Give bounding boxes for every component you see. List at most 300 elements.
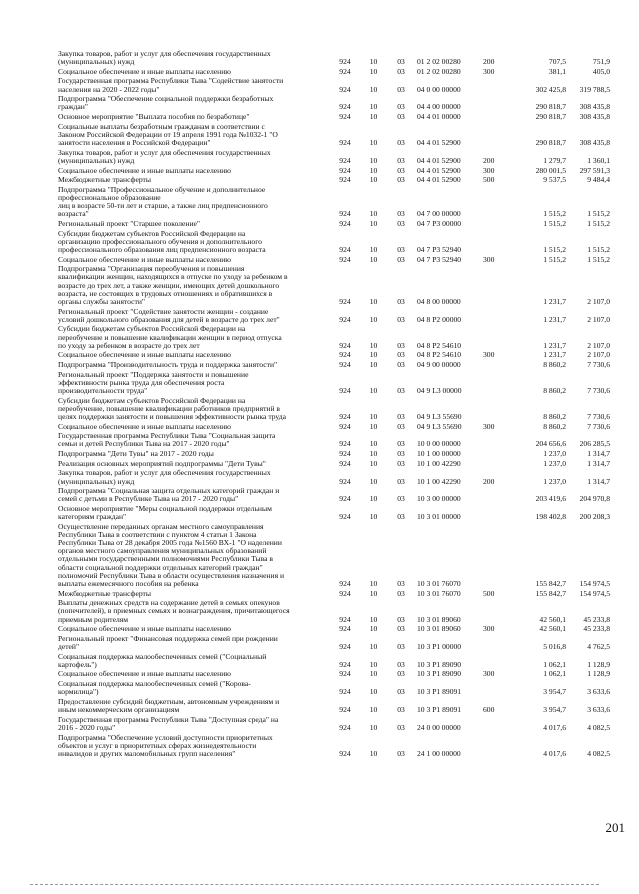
amount-year-1: 280 001,5 bbox=[535, 165, 566, 175]
amount-year-2: 204 970,8 bbox=[579, 494, 610, 504]
amount-year-1: 1 279,7 bbox=[543, 155, 566, 165]
row-name: Региональный проект "Поддержка занятости и повышение эффективности рынка труда для обеспечения роста производительности труда" bbox=[58, 369, 249, 395]
target-article-code: 10 3 P1 89090 bbox=[417, 659, 462, 669]
amount-year-1: 290 818,7 bbox=[535, 112, 566, 122]
ved-code: 924 bbox=[339, 57, 351, 67]
section-code: 10 bbox=[369, 458, 378, 468]
section-code: 10 bbox=[369, 57, 378, 67]
row-name: Социальное обеспечение и иные выплаты населению bbox=[58, 624, 231, 634]
row-name: Социальное обеспечение и иные выплаты населению bbox=[58, 421, 231, 431]
expense-type-code: 300 bbox=[483, 624, 495, 634]
row-name: Подпрограмма "Организация переобучения и повышения квалификации женщин, находящихся в отпуске по уходу за ребенком в возрасте до трех лет, а также женщин, имеющих детей дошкольного возраста, не состоящих в трудовых отношениях и обратившихся в органы службы занятости" bbox=[58, 264, 288, 306]
table-row bbox=[58, 397, 610, 421]
table-row bbox=[58, 698, 610, 714]
table-row bbox=[58, 325, 610, 349]
subsection-code: 03 bbox=[397, 748, 405, 758]
table-row bbox=[58, 432, 610, 448]
table-row bbox=[58, 186, 610, 219]
target-article-code: 04 7 P3 52940 bbox=[417, 244, 462, 254]
amount-year-1: 8 860,2 bbox=[543, 421, 566, 431]
row-name: Социальные выплаты безработным гражданам в соответствии с Законом Российской Федерации от 19 апреля 1991 года №1032-1 "О занятости населения в Российской Федерации" bbox=[58, 121, 278, 148]
row-name: Подпрограмма "Дети Тувы" на 2017 - 2020 годы bbox=[58, 449, 214, 459]
ved-code: 924 bbox=[339, 175, 351, 185]
ved-code: 924 bbox=[339, 641, 351, 651]
ved-code: 924 bbox=[339, 350, 351, 360]
section-code: 10 bbox=[369, 669, 378, 679]
ved-code: 924 bbox=[339, 439, 351, 449]
subsection-code: 03 bbox=[397, 722, 405, 732]
row-name: Региональный проект "Финансовая поддержка семей при рождении детей" bbox=[58, 633, 278, 651]
expense-type-code: 200 bbox=[483, 57, 495, 67]
amount-year-2: 1 515,2 bbox=[587, 218, 610, 228]
amount-year-2: 7 730,6 bbox=[587, 359, 610, 369]
row-name: Межбюджетные трансферты bbox=[58, 588, 151, 598]
subsection-code: 03 bbox=[397, 385, 405, 395]
table-row bbox=[58, 599, 610, 623]
table-row bbox=[58, 625, 610, 633]
amount-year-2: 7 730,6 bbox=[587, 385, 610, 395]
section-code: 10 bbox=[369, 614, 378, 624]
section-code: 10 bbox=[369, 254, 378, 264]
section-code: 10 bbox=[369, 439, 378, 449]
table-row bbox=[58, 95, 610, 111]
section-code: 10 bbox=[369, 112, 378, 122]
target-article-code: 10 3 01 76070 bbox=[417, 578, 461, 588]
amount-year-1: 1 237,0 bbox=[543, 476, 566, 486]
subsection-code: 03 bbox=[397, 578, 405, 588]
ved-code: 924 bbox=[339, 449, 351, 459]
expense-type-code: 200 bbox=[483, 155, 495, 165]
subsection-code: 03 bbox=[397, 209, 405, 219]
target-article-code: 10 3 P1 00000 bbox=[417, 641, 462, 651]
section-code: 10 bbox=[369, 340, 378, 350]
table-row bbox=[58, 77, 610, 93]
section-code: 10 bbox=[369, 624, 378, 634]
section-code: 10 bbox=[369, 705, 378, 715]
amount-year-1: 3 954,7 bbox=[543, 705, 566, 715]
ved-code: 924 bbox=[339, 340, 351, 350]
table-row bbox=[58, 590, 610, 598]
amount-year-1: 1 062,1 bbox=[543, 669, 566, 679]
ved-code: 924 bbox=[339, 494, 351, 504]
subsection-code: 03 bbox=[397, 350, 405, 360]
amount-year-2: 200 208,3 bbox=[579, 512, 610, 522]
amount-year-2: 1 515,2 bbox=[587, 209, 610, 219]
section-code: 10 bbox=[369, 748, 378, 758]
amount-year-1: 203 419,6 bbox=[535, 494, 566, 504]
section-code: 10 bbox=[369, 578, 378, 588]
amount-year-2: 9 484,4 bbox=[587, 175, 610, 185]
row-name: Социальная поддержка малообеспеченных семей ("Корова- кормилица") bbox=[58, 679, 251, 697]
target-article-code: 24 1 00 00000 bbox=[417, 748, 461, 758]
row-name: Социальное обеспечение и иные выплаты населению bbox=[58, 350, 231, 360]
section-code: 10 bbox=[369, 659, 378, 669]
target-article-code: 04 8 P2 00000 bbox=[417, 314, 462, 324]
table-row bbox=[58, 670, 610, 678]
section-code: 10 bbox=[369, 494, 378, 504]
subsection-code: 03 bbox=[397, 458, 405, 468]
table-row bbox=[58, 734, 610, 758]
row-name: Социальное обеспечение и иные выплаты населению bbox=[58, 165, 231, 175]
target-article-code: 04 8 P2 54610 bbox=[417, 340, 462, 350]
subsection-code: 03 bbox=[397, 614, 405, 624]
expense-type-code: 600 bbox=[483, 705, 495, 715]
section-code: 10 bbox=[369, 244, 378, 254]
subsection-code: 03 bbox=[397, 138, 405, 148]
ved-code: 924 bbox=[339, 165, 351, 175]
section-code: 10 bbox=[369, 314, 378, 324]
subsection-code: 03 bbox=[397, 588, 405, 598]
amount-year-2: 2 107,0 bbox=[587, 314, 610, 324]
table-row bbox=[58, 487, 610, 503]
expense-type-code: 500 bbox=[483, 175, 495, 185]
table-row bbox=[58, 167, 610, 175]
table-row bbox=[58, 265, 610, 306]
row-name: Социальное обеспечение и иные выплаты населению bbox=[58, 669, 231, 679]
section-code: 10 bbox=[369, 138, 378, 148]
amount-year-1: 9 537,5 bbox=[543, 175, 566, 185]
amount-year-2: 1 128,9 bbox=[587, 669, 610, 679]
table-row bbox=[58, 113, 610, 121]
target-article-code: 04 4 01 52900 bbox=[417, 165, 461, 175]
row-name: Подпрограмма "Производительность труда и поддержка занятости" bbox=[58, 359, 278, 369]
ved-code: 924 bbox=[339, 614, 351, 624]
amount-year-1: 290 818,7 bbox=[535, 138, 566, 148]
target-article-code: 10 0 00 00000 bbox=[417, 439, 461, 449]
section-code: 10 bbox=[369, 66, 378, 76]
amount-year-1: 3 954,7 bbox=[543, 687, 566, 697]
amount-year-2: 7 730,6 bbox=[587, 421, 610, 431]
ved-code: 924 bbox=[339, 209, 351, 219]
ved-code: 924 bbox=[339, 588, 351, 598]
table-row bbox=[58, 351, 610, 359]
amount-year-2: 45 233,8 bbox=[583, 614, 610, 624]
amount-year-2: 4 082,5 bbox=[587, 748, 610, 758]
table-row bbox=[58, 50, 610, 66]
ved-code: 924 bbox=[339, 624, 351, 634]
row-name: Подпрограмма "Социальная защита отдельных категорий граждан и семей с детьми в Республике Тыва на 2017 - 2020 годы" bbox=[58, 486, 280, 504]
table-row bbox=[58, 523, 610, 588]
subsection-code: 03 bbox=[397, 687, 405, 697]
row-name: Социальная поддержка малообеспеченных семей ("Социальный картофель") bbox=[58, 651, 267, 669]
ved-code: 924 bbox=[339, 385, 351, 395]
amount-year-1: 204 656,6 bbox=[535, 439, 566, 449]
row-name: Предоставление субсидий бюджетным, автономным учреждениям и иным некоммерческим организациям bbox=[58, 696, 280, 715]
amount-year-1: 1 231,7 bbox=[543, 340, 566, 350]
ved-code: 924 bbox=[339, 705, 351, 715]
amount-year-2: 45 233,8 bbox=[583, 624, 610, 634]
ved-code: 924 bbox=[339, 112, 351, 122]
ved-code: 924 bbox=[339, 476, 351, 486]
amount-year-2: 154 974,5 bbox=[579, 578, 610, 588]
row-name: Субсидии бюджетам субъектов Российской Федерации на переобучение и повышение квалификации женщин в период отпуска по уходу за ребенком в возрасте до трех лет bbox=[58, 324, 282, 350]
target-article-code: 04 4 01 52900 bbox=[417, 175, 461, 185]
table-row bbox=[58, 680, 610, 696]
section-code: 10 bbox=[369, 218, 378, 228]
amount-year-1: 8 860,2 bbox=[543, 411, 566, 421]
table-row bbox=[58, 256, 610, 264]
row-name: Основное мероприятие "Выплата пособия по безработице" bbox=[58, 112, 250, 122]
row-name: Основное мероприятие "Меры социальной поддержки отдельным категориям граждан" bbox=[58, 503, 272, 522]
amount-year-2: 308 435,8 bbox=[579, 138, 610, 148]
amount-year-2: 4 762,5 bbox=[587, 641, 610, 651]
amount-year-1: 155 842,7 bbox=[535, 578, 566, 588]
target-article-code: 10 1 00 42290 bbox=[417, 476, 461, 486]
amount-year-2: 319 788,5 bbox=[579, 84, 610, 94]
subsection-code: 03 bbox=[397, 175, 405, 185]
target-article-code: 10 3 01 89060 bbox=[417, 624, 461, 634]
row-name: Государственная программа Республики Тыва "Содействие занятости населения на 2020 - 2022 годы" bbox=[58, 76, 284, 94]
target-article-code: 04 7 00 00000 bbox=[417, 209, 461, 219]
section-code: 10 bbox=[369, 102, 378, 112]
amount-year-1: 1 231,7 bbox=[543, 314, 566, 324]
target-article-code: 04 4 00 00000 bbox=[417, 102, 461, 112]
target-article-code: 10 1 00 42290 bbox=[417, 458, 461, 468]
section-code: 10 bbox=[369, 165, 378, 175]
expense-type-code: 200 bbox=[483, 476, 495, 486]
section-code: 10 bbox=[369, 359, 378, 369]
subsection-code: 03 bbox=[397, 102, 405, 112]
target-article-code: 04 7 P3 00000 bbox=[417, 218, 462, 228]
table-row bbox=[58, 371, 610, 395]
target-article-code: 10 3 00 00000 bbox=[417, 494, 461, 504]
row-name: Региональный проект "Содействие занятости женщин - создание условий дошкольного образования для детей в возрасте до трех лет" bbox=[58, 306, 280, 324]
amount-year-2: 308 435,8 bbox=[579, 102, 610, 112]
amount-year-1: 198 402,8 bbox=[535, 512, 566, 522]
amount-year-2: 7 730,6 bbox=[587, 411, 610, 421]
target-article-code: 10 3 01 00000 bbox=[417, 512, 461, 522]
ved-code: 924 bbox=[339, 722, 351, 732]
target-article-code: 04 8 P2 54610 bbox=[417, 350, 462, 360]
table-row bbox=[58, 220, 610, 228]
amount-year-1: 707,5 bbox=[548, 57, 566, 67]
ved-code: 924 bbox=[339, 314, 351, 324]
ved-code: 924 bbox=[339, 512, 351, 522]
ved-code: 924 bbox=[339, 155, 351, 165]
section-code: 10 bbox=[369, 411, 378, 421]
target-article-code: 10 1 00 00000 bbox=[417, 449, 461, 459]
amount-year-2: 308 435,8 bbox=[579, 112, 610, 122]
subsection-code: 03 bbox=[397, 155, 405, 165]
target-article-code: 24 0 00 00000 bbox=[417, 722, 461, 732]
section-code: 10 bbox=[369, 209, 378, 219]
amount-year-1: 1 515,2 bbox=[543, 218, 566, 228]
target-article-code: 04 0 00 00000 bbox=[417, 84, 461, 94]
subsection-code: 03 bbox=[397, 314, 405, 324]
amount-year-1: 42 560,1 bbox=[539, 624, 566, 634]
row-name: Закупка товаров, работ и услуг для обеспечения государственных (муниципальных) нужд bbox=[58, 49, 271, 67]
expense-type-code: 300 bbox=[483, 350, 495, 360]
amount-year-2: 1 515,2 bbox=[587, 254, 610, 264]
row-name: Закупка товаров, работ и услуг для обеспечения государственных (муниципальных) нужд bbox=[58, 147, 271, 165]
expense-type-code: 300 bbox=[483, 165, 495, 175]
amount-year-1: 42 560,1 bbox=[539, 614, 566, 624]
amount-year-2: 1 128,9 bbox=[587, 659, 610, 669]
ved-code: 924 bbox=[339, 254, 351, 264]
ved-code: 924 bbox=[339, 296, 351, 306]
amount-year-1: 1 062,1 bbox=[543, 659, 566, 669]
ved-code: 924 bbox=[339, 411, 351, 421]
target-article-code: 10 3 01 76070 bbox=[417, 588, 461, 598]
amount-year-1: 1 237,0 bbox=[543, 458, 566, 468]
section-code: 10 bbox=[369, 641, 378, 651]
amount-year-1: 290 818,7 bbox=[535, 102, 566, 112]
amount-year-2: 154 974,5 bbox=[579, 588, 610, 598]
expense-type-code: 300 bbox=[483, 421, 495, 431]
row-name: Подпрограмма "Профессиональное обучение и дополнительное профессиональное образование лиц в возрасте 50-ти лет и старше, а также лиц предпенсионного возраста" bbox=[58, 184, 268, 219]
row-name: Субсидии бюджетам субъектов Российской Федерации на переобучение, повышение квалификации работников предприятий в целях поддержки занятости и повышения эффективности рынка труда bbox=[58, 395, 286, 421]
table-row bbox=[58, 635, 610, 651]
amount-year-1: 1 231,7 bbox=[543, 350, 566, 360]
target-article-code: 04 4 01 52900 bbox=[417, 138, 461, 148]
subsection-code: 03 bbox=[397, 359, 405, 369]
section-code: 10 bbox=[369, 449, 378, 459]
row-name: Закупка товаров, работ и услуг для обеспечения государственных (муниципальных) нужд bbox=[58, 468, 271, 486]
target-article-code: 10 3 P1 89091 bbox=[417, 705, 462, 715]
subsection-code: 03 bbox=[397, 421, 405, 431]
target-article-code: 04 9 L3 55690 bbox=[417, 421, 462, 431]
table-row bbox=[58, 176, 610, 184]
amount-year-1: 381,1 bbox=[548, 66, 566, 76]
amount-year-1: 4 017,6 bbox=[543, 748, 566, 758]
amount-year-2: 1 515,2 bbox=[587, 244, 610, 254]
section-code: 10 bbox=[369, 296, 378, 306]
amount-year-1: 302 425,8 bbox=[535, 84, 566, 94]
table-row bbox=[58, 505, 610, 521]
ved-code: 924 bbox=[339, 102, 351, 112]
row-name: Государственная программа Республики Тыва "Доступная среда" на 2016 - 2020 годы" bbox=[58, 714, 279, 732]
ved-code: 924 bbox=[339, 669, 351, 679]
target-article-code: 04 9 00 00000 bbox=[417, 359, 461, 369]
subsection-code: 03 bbox=[397, 705, 405, 715]
subsection-code: 03 bbox=[397, 165, 405, 175]
section-code: 10 bbox=[369, 476, 378, 486]
target-article-code: 04 7 P3 52940 bbox=[417, 254, 462, 264]
amount-year-1: 1 515,2 bbox=[543, 254, 566, 264]
subsection-code: 03 bbox=[397, 244, 405, 254]
expense-type-code: 500 bbox=[483, 588, 495, 598]
row-name: Субсидии бюджетам субъектов Российской Федерации на организацию профессионального обучения и дополнительного профессионального образования лиц предпенсионного возраста bbox=[58, 228, 266, 254]
section-code: 10 bbox=[369, 155, 378, 165]
subsection-code: 03 bbox=[397, 411, 405, 421]
amount-year-1: 4 017,6 bbox=[543, 722, 566, 732]
row-name: Подпрограмма "Обеспечение условий доступности приоритетных объектов и услуг в приоритетных сферах жизнедеятельности инвалидов и других маломобильных групп населения" bbox=[58, 732, 273, 758]
table-row bbox=[58, 716, 610, 732]
subsection-code: 03 bbox=[397, 641, 405, 651]
subsection-code: 03 bbox=[397, 624, 405, 634]
amount-year-1: 1 515,2 bbox=[543, 244, 566, 254]
subsection-code: 03 bbox=[397, 57, 405, 67]
table-row bbox=[58, 450, 610, 458]
amount-year-2: 405,0 bbox=[592, 66, 610, 76]
target-article-code: 04 4 01 00000 bbox=[417, 112, 461, 122]
section-code: 10 bbox=[369, 421, 378, 431]
section-code: 10 bbox=[369, 350, 378, 360]
table-row bbox=[58, 308, 610, 324]
amount-year-2: 297 591,3 bbox=[579, 165, 610, 175]
page-number: 201 bbox=[605, 820, 625, 835]
subsection-code: 03 bbox=[397, 494, 405, 504]
row-name: Социальное обеспечение и иные выплаты населению bbox=[58, 254, 231, 264]
amount-year-2: 1 314,7 bbox=[587, 449, 610, 459]
target-article-code: 04 8 00 00000 bbox=[417, 296, 461, 306]
section-code: 10 bbox=[369, 687, 378, 697]
ved-code: 924 bbox=[339, 748, 351, 758]
subsection-code: 03 bbox=[397, 512, 405, 522]
subsection-code: 03 bbox=[397, 476, 405, 486]
target-article-code: 10 3 P1 89090 bbox=[417, 669, 462, 679]
table-row bbox=[58, 123, 610, 147]
subsection-code: 03 bbox=[397, 84, 405, 94]
row-name: Государственная программа Республики Тыва "Социальная защита семьи и детей Республики Тыва на 2017 - 2020 годы" bbox=[58, 431, 276, 449]
amount-year-2: 3 633,6 bbox=[587, 705, 610, 715]
table-row bbox=[58, 149, 610, 165]
target-article-code: 04 9 L3 55690 bbox=[417, 411, 462, 421]
subsection-code: 03 bbox=[397, 66, 405, 76]
section-code: 10 bbox=[369, 385, 378, 395]
section-code: 10 bbox=[369, 84, 378, 94]
amount-year-2: 2 107,0 bbox=[587, 296, 610, 306]
amount-year-2: 4 082,5 bbox=[587, 722, 610, 732]
table-row bbox=[58, 469, 610, 485]
table-row bbox=[58, 230, 610, 254]
budget-table bbox=[58, 50, 610, 760]
row-name: Подпрограмма "Обеспечение социальной поддержки безработных граждан" bbox=[58, 94, 274, 112]
expense-type-code: 300 bbox=[483, 254, 495, 264]
amount-year-2: 2 107,0 bbox=[587, 340, 610, 350]
subsection-code: 03 bbox=[397, 449, 405, 459]
amount-year-2: 1 314,7 bbox=[587, 476, 610, 486]
subsection-code: 03 bbox=[397, 659, 405, 669]
table-row bbox=[58, 460, 610, 468]
amount-year-1: 155 842,7 bbox=[535, 588, 566, 598]
section-code: 10 bbox=[369, 512, 378, 522]
target-article-code: 01 2 02 00280 bbox=[417, 66, 461, 76]
amount-year-1: 1 515,2 bbox=[543, 209, 566, 219]
section-code: 10 bbox=[369, 588, 378, 598]
target-article-code: 04 9 L3 00000 bbox=[417, 385, 462, 395]
row-name: Реализация основных мероприятий подпрограммы "Дети Тувы" bbox=[58, 458, 266, 468]
subsection-code: 03 bbox=[397, 254, 405, 264]
table-row bbox=[58, 423, 610, 431]
amount-year-2: 206 285,5 bbox=[579, 439, 610, 449]
amount-year-2: 751,9 bbox=[592, 57, 610, 67]
subsection-code: 03 bbox=[397, 340, 405, 350]
table-row bbox=[58, 653, 610, 669]
amount-year-2: 1 314,7 bbox=[587, 458, 610, 468]
subsection-code: 03 bbox=[397, 439, 405, 449]
ved-code: 924 bbox=[339, 244, 351, 254]
ved-code: 924 bbox=[339, 659, 351, 669]
row-name: Выплаты денежных средств на содержание детей в семьях опекунов (попечителей), в приемных семьях и вознаграждения, причитающегося приемным родителям bbox=[58, 598, 290, 624]
subsection-code: 03 bbox=[397, 112, 405, 122]
expense-type-code: 300 bbox=[483, 669, 495, 679]
ved-code: 924 bbox=[339, 359, 351, 369]
ved-code: 924 bbox=[339, 66, 351, 76]
table-row bbox=[58, 68, 610, 76]
target-article-code: 01 2 02 00280 bbox=[417, 57, 461, 67]
amount-year-2: 3 633,6 bbox=[587, 687, 610, 697]
ved-code: 924 bbox=[339, 84, 351, 94]
target-article-code: 10 3 01 89060 bbox=[417, 614, 461, 624]
amount-year-1: 8 860,2 bbox=[543, 385, 566, 395]
footer-divider bbox=[30, 884, 599, 885]
amount-year-1: 5 016,8 bbox=[543, 641, 566, 651]
ved-code: 924 bbox=[339, 687, 351, 697]
section-code: 10 bbox=[369, 175, 378, 185]
expense-type-code: 300 bbox=[483, 66, 495, 76]
amount-year-1: 1 237,0 bbox=[543, 449, 566, 459]
